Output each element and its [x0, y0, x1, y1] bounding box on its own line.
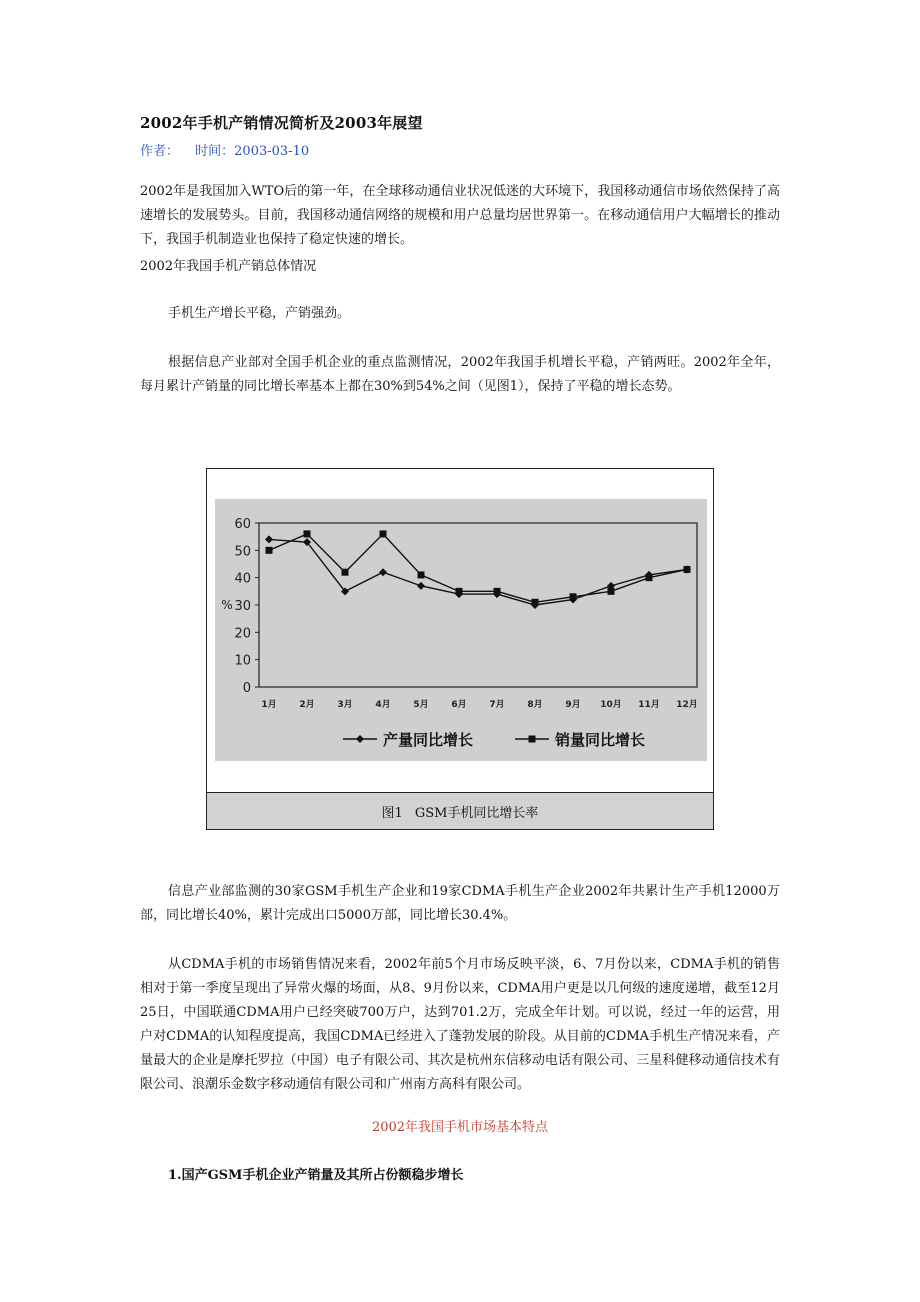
intro-paragraph: 2002年是我国加入WTO后的第一年，在全球移动通信业状况低迷的大环境下，我国移动通信市场依然保持了高速增长的发展势头。目前，我国移动通信网络的规模和用户总量均居世界第一。在移动通信用户大幅增长的推动下，我国手机制造业也保持了稳定快速的增长。	[140, 184, 780, 247]
figure-caption	[207, 792, 713, 829]
paragraph-production: 手机生产增长平稳，产销强劲。	[168, 306, 351, 321]
data-point-production	[265, 535, 273, 543]
legend-label-1: 产量同比增长	[383, 731, 474, 749]
author-label: 作者：	[140, 144, 180, 159]
publish-time: 时间：2003-03-10	[195, 144, 310, 159]
legend-marker-square	[529, 736, 536, 743]
data-point-production	[379, 568, 387, 576]
paragraph-cdma-market: 从CDMA手机的市场销售情况来看，2002年前5个月市场反映平淡，6、7月份以来，CDMA手机的销售相对于第一季度呈现出了异常火爆的场面，从8、9月份以来，CDMA用户更是以几何级的速度递增，截至12月25日，中国联通CDMA用户已经突破700万户，达到701.2万，完成全年计划。可以说，经过一年的运营，用户对CDMA的认知程度提高，我国CDMA已经进入了蓬勃发展的阶段。从目前的CDMA手机生产情况来看，产量最大的企业是摩托罗拉（中国）电子有限公司、其次是杭州东信移动电话有限公司、三星科健移动通信技术有限公司、浪潮乐金数字移动通信有限公司和广州南方高科有限公司。	[140, 957, 780, 1092]
y-tick-label: 0	[242, 681, 251, 696]
chart-area	[215, 499, 707, 761]
data-point-production	[417, 582, 425, 590]
data-point-sales	[684, 566, 691, 573]
figure-number: 图1	[381, 805, 403, 821]
paragraph-monitoring: 根据信息产业部对全国手机企业的重点监测情况，2002年我国手机增长平稳，产销两旺。2002年全年，每月累计产销量的同比增长率基本上都在30%到54%之间（见图1），保持了平稳的增长态势。	[140, 355, 780, 394]
y-tick-label: 10	[234, 653, 251, 669]
x-tick-label: 12月	[676, 700, 698, 710]
article-meta	[140, 140, 321, 159]
x-tick-label: 5月	[413, 700, 429, 710]
series-line-1	[269, 539, 687, 605]
legend-label-2: 销量同比增长	[555, 731, 646, 749]
section-heading-features: 2002年我国手机市场基本特点	[371, 1120, 549, 1135]
data-point-sales	[304, 530, 311, 537]
figure-title: GSM手机同比增长率	[414, 805, 539, 821]
data-point-sales	[456, 588, 463, 595]
plot-frame	[259, 523, 697, 687]
x-tick-label: 6月	[451, 700, 467, 710]
line-chart	[215, 499, 707, 761]
data-point-sales	[608, 588, 615, 595]
x-tick-label: 3月	[337, 700, 353, 710]
series-line-2	[269, 534, 687, 602]
subsection-heading-1: 1.国产GSM手机企业产销量及其所占份额稳步增长	[168, 1168, 464, 1183]
data-point-sales	[570, 593, 577, 600]
data-point-sales	[494, 588, 501, 595]
x-tick-label: 9月	[565, 700, 581, 710]
y-tick-label: 60	[234, 517, 251, 532]
x-tick-label: 8月	[527, 700, 543, 710]
x-tick-label: 1月	[261, 700, 277, 710]
data-point-sales	[380, 530, 387, 537]
y-tick-label: 20	[234, 626, 251, 642]
y-tick-label: 40	[234, 571, 251, 587]
legend-marker-diamond	[356, 735, 364, 743]
paragraph-gsm-cdma: 信息产业部监测的30家GSM手机生产企业和19家CDMA手机生产企业2002年共累计生产手机12000万部，同比增长40%，累计完成出口5000万部，同比增长30.4%。	[140, 884, 780, 923]
y-tick-label: 50	[234, 544, 251, 560]
data-point-sales	[646, 574, 653, 581]
data-point-sales	[532, 599, 539, 606]
section-heading-overall: 2002年我国手机产销总体情况	[140, 259, 317, 274]
y-axis-label: %	[221, 598, 233, 612]
x-tick-label: 2月	[299, 700, 315, 710]
data-point-sales	[418, 571, 425, 578]
article-title: 2002年手机产销情况简析及2003年展望	[140, 114, 423, 132]
figure-1	[206, 468, 714, 830]
data-point-sales	[266, 547, 273, 554]
x-tick-label: 10月	[600, 700, 622, 710]
x-tick-label: 7月	[489, 700, 505, 710]
x-tick-label: 11月	[638, 700, 660, 710]
x-tick-label: 4月	[375, 700, 391, 710]
y-tick-label: 30	[234, 599, 251, 614]
data-point-sales	[342, 569, 349, 576]
